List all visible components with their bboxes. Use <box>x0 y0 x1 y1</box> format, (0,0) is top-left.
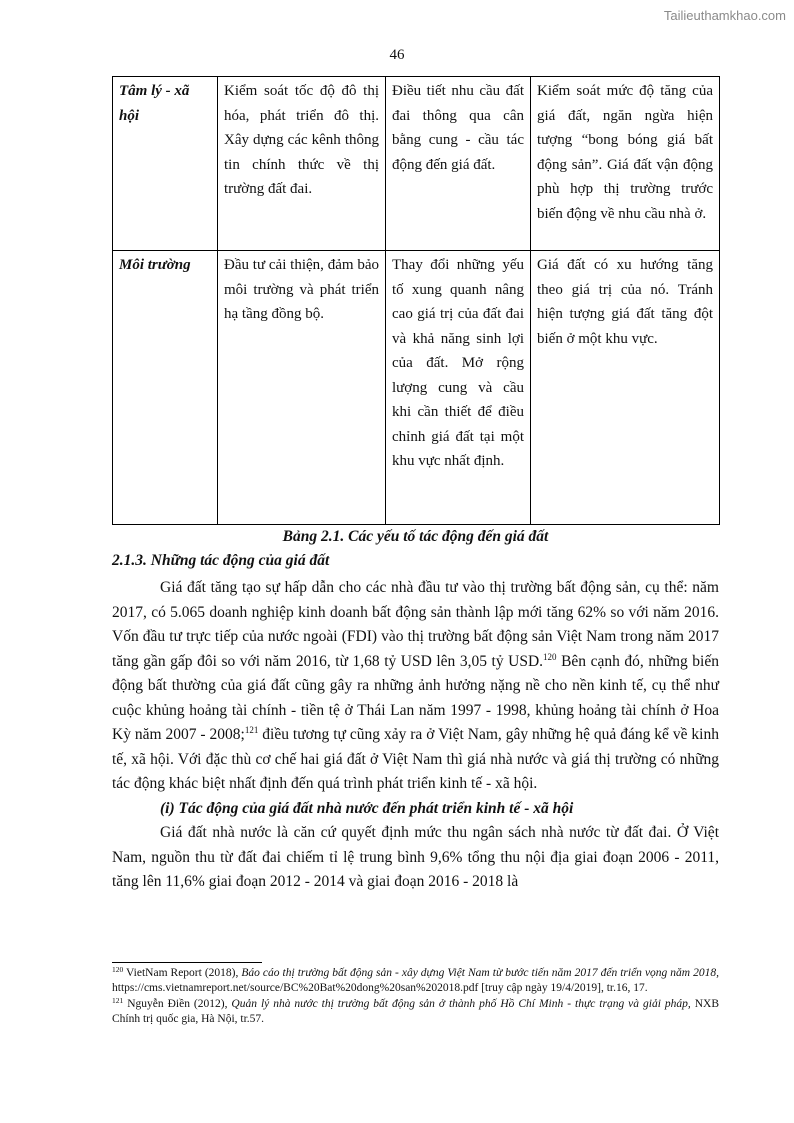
footnote <box>112 966 719 996</box>
body-text <box>112 576 719 895</box>
paragraph <box>112 576 719 797</box>
footnote-ref[interactable]: 120 <box>543 651 557 662</box>
table-cell: Đầu tư cải thiện, đảm bảo môi trường và phát triển hạ tầng đồng bộ. <box>218 251 386 525</box>
table-cell: Kiểm soát tốc độ đô thị hóa, phát triển đô thị. Xây dựng các kênh thông tin chính thức về thị trường đất đai. <box>218 77 386 251</box>
row-label: Môi trường <box>113 251 218 525</box>
row-label: Tâm lý - xã hội <box>113 77 218 251</box>
factors-table <box>112 76 720 525</box>
footnote-number: 121 <box>112 996 124 1005</box>
paragraph: Giá đất nhà nước là căn cứ quyết định mức thu ngân sách nhà nước từ đất đai. Ở Việt Nam, nguồn thu từ đất đai chiếm tỉ lệ trung bình 9,6% tổng thu nội địa giai đoạn 2006 - 2011, tăng lên 11,6% giai đoạn 2012 - 2014 và giai đoạn 2016 - 2018 là <box>112 824 719 890</box>
footnote-title: Báo cáo thị trường bất động sản - xây dựng Việt Nam từ bước tiến năm 2017 đến triển vọng năm 2018, <box>241 967 719 979</box>
footnotes <box>112 966 719 1028</box>
table-cell: Điều tiết nhu cầu đất đai thông qua cân bằng cung - cầu tác động đến giá đất. <box>386 77 531 251</box>
footnote-title: Quản lý nhà nước thị trường bất động sản ở thành phố Hồ Chí Minh - thực trạng và giải pháp, <box>231 998 691 1010</box>
footnote-text: Nguyễn Điền (2012), <box>123 998 232 1010</box>
table-cell: Giá đất có xu hướng tăng theo giá trị của nó. Tránh hiện tượng giá đất tăng đột biến ở một khu vực. <box>531 251 720 525</box>
table-row <box>113 251 720 525</box>
footnote-number: 120 <box>112 965 124 974</box>
paragraph-text: Bên cạnh đó, những biến động bất thường của giá đất cũng gây ra những ảnh hưởng nặng nề cho nền kinh tế, cụ thể như cuộc khủng hoảng tài chính - tiền tệ ở Thái Lan năm 1997 - 1998, khủng hoảng tài chính ở Hoa Kỳ năm 2007 - 2008; <box>112 652 719 743</box>
table-cell: Thay đổi những yếu tố xung quanh nâng cao giá trị của đất đai và khả năng sinh lợi của đất. Mở rộng lượng cung và cầu khi cần thiết để điều chỉnh giá đất tại một khu vực nhất định. <box>386 251 531 525</box>
footnote-text: VietNam Report (2018), <box>123 967 242 979</box>
page-number: 46 <box>389 47 405 63</box>
subheading: (i) Tác động của giá đất nhà nước đến phát triển kinh tế - xã hội <box>160 799 574 817</box>
table-cell: Kiểm soát mức độ tăng của giá đất, ngăn ngừa hiện tượng “bong bóng giá bất động sản”. Giá đất vận động phù hợp thị trường trước biến động về nhu cầu nhà ở. <box>531 77 720 251</box>
footnote-divider <box>112 962 262 963</box>
paragraph-text: Giá đất tăng tạo sự hấp dẫn cho các nhà đầu tư vào thị trường bất động sản, cụ thể: năm 2017, có 5.065 doanh nghiệp kinh doanh bất động sản thành lập mới tăng 62% so với năm 2016. Vốn đầu tư trực tiếp của nước ngoài (FDI) vào thị trường bất động sản Việt Nam trong năm 2017 tăng gần gấp đôi so với năm 2016, từ 1,68 tỷ USD lên 3,05 tỷ USD. <box>112 579 719 670</box>
section-heading: 2.1.3. Những tác động của giá đất <box>112 552 330 569</box>
footnote-text: NXB Chính trị quốc gia, Hà Nội, tr.57. <box>112 998 719 1025</box>
paragraph-text: điều tương tự cũng xảy ra ở Việt Nam, gây những hệ quả đáng kể về kinh tế, xã hội. Với đặc thù cơ chế hai giá đất ở Việt Nam thì giá nhà nước và giá thị trường có những tác động khác biệt nhất định đến quá trình phát triển kinh tế - xã hội. <box>112 726 719 792</box>
footnote-ref[interactable]: 121 <box>244 725 259 735</box>
table-row <box>113 77 720 251</box>
footnote-text: https://cms.vietnamreport.net/source/BC%20Bat%20dong%20san%202018.pdf [truy cập ngày 19/4/2019], tr.16, 17. <box>112 982 648 994</box>
table-caption: Bảng 2.1. Các yếu tố tác động đến giá đất <box>282 528 549 545</box>
footnote <box>112 997 719 1027</box>
watermark: Tailieuthamkhao.com <box>663 8 786 23</box>
